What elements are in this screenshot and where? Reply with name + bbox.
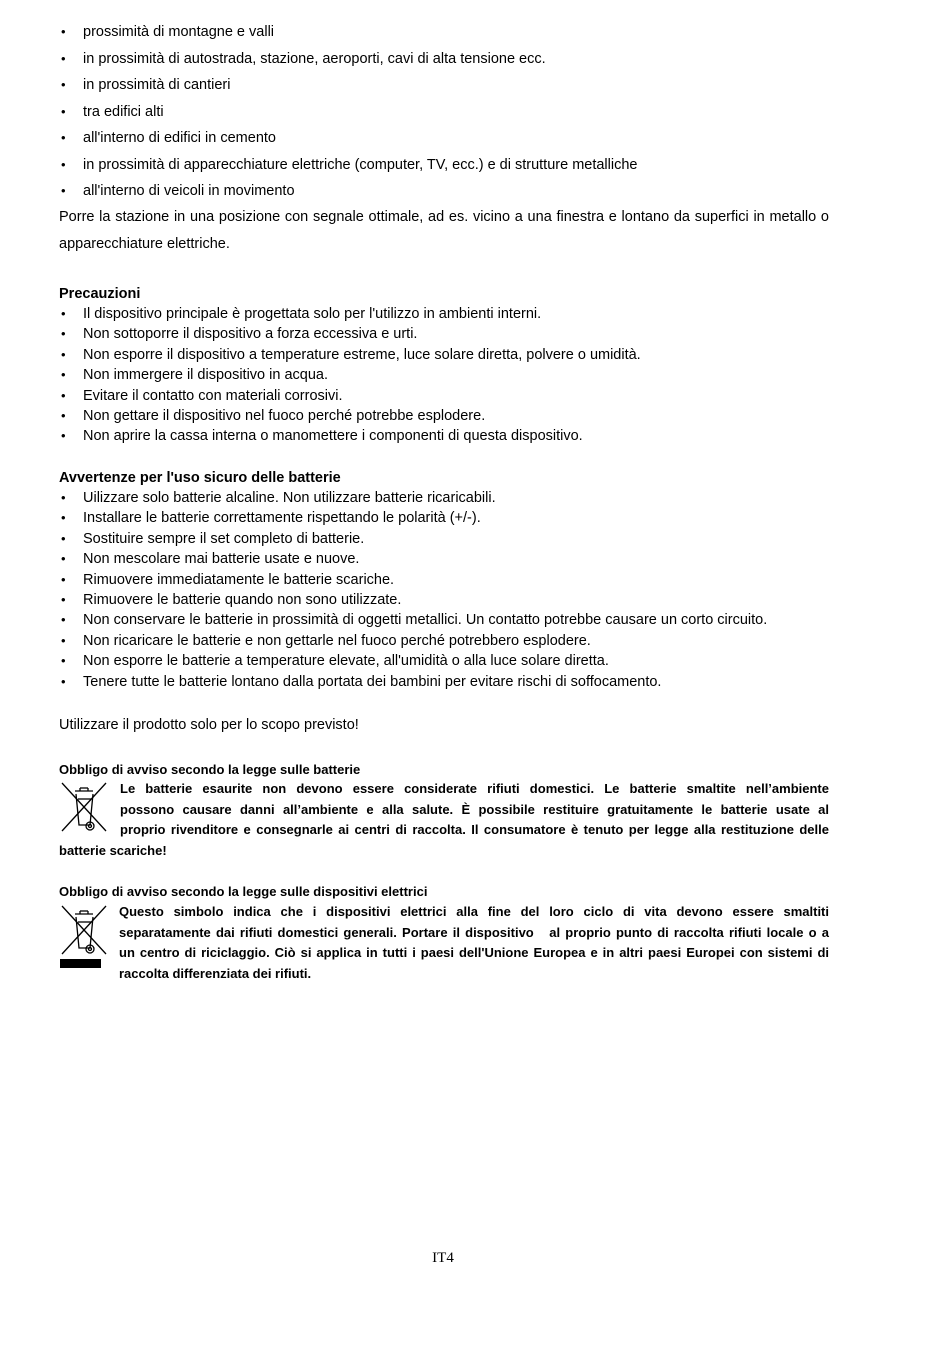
battery-law-line: proprio rivenditore e consegnarle ai centri di raccolta. Il consumatore è tenuto per legge alla restituzione delle	[120, 822, 829, 837]
crossed-out-battery-bin-icon	[59, 781, 109, 833]
weee-law-line: raccolta differenziata dei rifiuti.	[119, 965, 312, 981]
list-item: • Non aprire la cassa interna o manomettere i componenti di questa dispositivo.	[59, 426, 829, 446]
weee-law-line: un centro di riciclaggio. Ciò si applica in tutti i paesi dell'Unione Europea e in altri paesi Europei con sistemi di	[119, 945, 829, 960]
page-number: IT4	[432, 1250, 454, 1266]
bullet-dot-icon: •	[61, 428, 66, 444]
list-item: • in prossimità di apparecchiature elettriche (computer, TV, ecc.) e di strutture metalliche	[59, 152, 829, 179]
list-item: • in prossimità di autostrada, stazione, aeroporti, cavi di alta tensione ecc.	[59, 46, 829, 73]
bullet-dot-icon: •	[61, 653, 66, 669]
list-item: • Non mescolare mai batterie usate e nuove.	[59, 549, 829, 569]
bullet-dot-icon: •	[61, 326, 66, 342]
bullet-dot-icon: •	[61, 130, 66, 145]
list-item: • Non gettare il dispositivo nel fuoco perché potrebbe esplodere.	[59, 406, 829, 426]
bullet-dot-icon: •	[61, 632, 66, 648]
bullet-dot-icon: •	[61, 156, 66, 172]
bullet-dot-icon: •	[61, 24, 66, 39]
bullet-dot-icon: •	[61, 50, 66, 66]
bullet-dot-icon: •	[61, 387, 66, 403]
list-item: • Non sottoporre il dispositivo a forza eccessiva e urti.	[59, 324, 829, 344]
list-item: • Evitare il contatto con materiali corrosivi.	[59, 386, 829, 406]
battery-law-line: batterie scariche!	[59, 842, 167, 858]
bullet-dot-icon: •	[61, 591, 66, 607]
bullet-dot-icon: •	[61, 306, 66, 321]
list-item: • Rimuovere immediatamente le batterie scariche.	[59, 570, 829, 590]
precautions-list	[59, 304, 829, 447]
bullet-dot-icon: •	[61, 183, 66, 198]
bullet-dot-icon: •	[61, 407, 66, 423]
weee-law-line: separatamente dai rifiuti domestici generali. Portare il dispositivo al proprio punto di raccolta rifiuti locale o a	[119, 924, 829, 940]
precautions-title: Precauzioni	[59, 286, 141, 302]
list-item: • Non esporre il dispositivo a temperature estreme, luce solare diretta, polvere o umidità.	[59, 345, 829, 365]
list-item: • Non esporre le batterie a temperature elevate, all'umidità o alla luce solare diretta.	[59, 651, 829, 671]
bullet-dot-icon: •	[61, 612, 66, 628]
weee-bar-icon	[60, 959, 101, 968]
battery-warnings-list	[59, 488, 829, 692]
bullet-dot-icon: •	[61, 530, 66, 546]
bullet-dot-icon: •	[61, 571, 66, 587]
list-item: • Non immergere il dispositivo in acqua.	[59, 365, 829, 385]
battery-law-notice	[59, 779, 829, 861]
list-item: • Non ricaricare le batterie e non gettarle nel fuoco perché potrebbero esplodere.	[59, 631, 829, 651]
list-item: • Tenere tutte le batterie lontano dalla portata dei bambini per evitare rischi di soffocamento.	[59, 672, 829, 692]
list-item: • Uilizzare solo batterie alcaline. Non utilizzare batterie ricaricabili.	[59, 488, 829, 508]
battery-law-line: Le batterie esaurite non devono essere considerate rifiuti domestici. Le batterie smaltite nell’ambiente	[120, 781, 829, 796]
crossed-out-weee-bin-icon	[59, 904, 109, 956]
list-item: • in prossimità di cantieri	[59, 72, 829, 99]
bullet-dot-icon: •	[61, 367, 66, 383]
weee-law-line: Questo simbolo indica che i dispositivi elettrici alla fine del loro ciclo di vita devono essere smaltiti	[119, 904, 829, 919]
bullet-dot-icon: •	[61, 673, 66, 689]
battery-law-title: Obbligo di avviso secondo la legge sulle batterie	[59, 762, 361, 777]
weee-law-title: Obbligo di avviso secondo la legge sulle dispositivi elettrici	[59, 884, 428, 899]
bullet-dot-icon: •	[61, 346, 66, 362]
list-item: • all'interno di edifici in cemento	[59, 125, 829, 152]
battery-warnings-title: Avvertenze per l'uso sicuro delle batterie	[59, 470, 341, 486]
list-item: • Sostituire sempre il set completo di batterie.	[59, 529, 829, 549]
bullet-dot-icon: •	[61, 551, 66, 567]
list-item: • all'interno di veicoli in movimento	[59, 178, 829, 205]
list-item: • prossimità di montagne e valli	[59, 19, 829, 46]
battery-law-line: possono causare danni all’ambiente e alla salute. È possibile restituire gratuitamente le batterie usate al	[120, 801, 829, 817]
list-item: • Rimuovere le batterie quando non sono utilizzate.	[59, 590, 829, 610]
bullet-dot-icon: •	[61, 510, 66, 526]
placement-paragraph: Porre la stazione in una posizione con segnale ottimale, ad es. vicino a una finestra e lontano da superfici in metallo o apparecchiature elettriche.	[59, 209, 829, 252]
list-item: • Il dispositivo principale è progettata solo per l'utilizzo in ambienti interni.	[59, 304, 829, 324]
bullet-dot-icon: •	[61, 103, 66, 119]
list-item: • tra edifici alti	[59, 99, 829, 126]
location-list	[59, 19, 829, 205]
bullet-dot-icon: •	[61, 490, 66, 505]
bullet-dot-icon: •	[61, 77, 66, 92]
list-item: • Installare le batterie correttamente rispettando le polarità (+/-).	[59, 508, 829, 528]
list-item: • Non conservare le batterie in prossimità di oggetti metallici. Un contatto potrebbe causare un corto circuito.	[59, 610, 829, 630]
weee-law-notice	[59, 902, 829, 984]
intended-use-note: Utilizzare il prodotto solo per lo scopo previsto!	[59, 717, 359, 733]
